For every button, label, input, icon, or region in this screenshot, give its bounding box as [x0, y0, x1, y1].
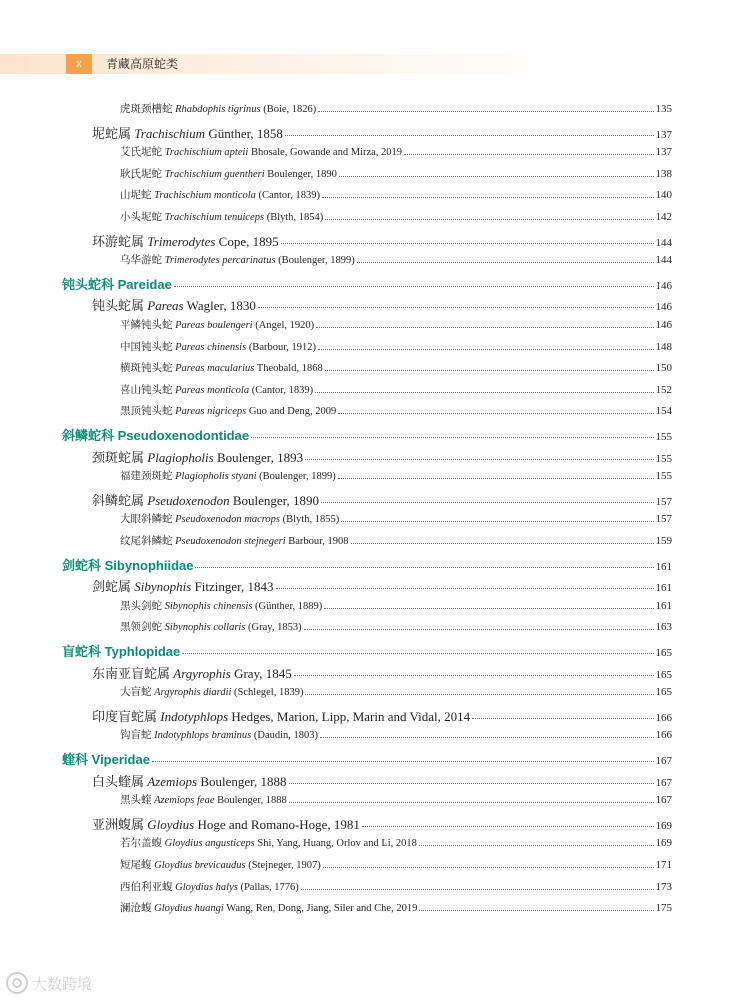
- page-ref: 161: [655, 582, 672, 595]
- leader-dots: [195, 567, 653, 568]
- entry-title: [120, 360, 323, 375]
- chinese-name: 平鳞钝头蛇: [120, 320, 173, 331]
- scientific-name: Trachischium monticola: [154, 190, 256, 202]
- entry-title: [62, 555, 193, 574]
- leader-dots: [316, 327, 653, 328]
- page-ref: 150: [655, 362, 672, 375]
- scientific-name: Indotyphlops: [160, 708, 229, 724]
- toc-entry-species: [120, 252, 672, 267]
- toc-entry-species: [120, 403, 672, 418]
- toc-entry-species: [120, 533, 672, 548]
- leader-dots: [351, 543, 654, 544]
- chinese-name: 黑头蝰: [120, 795, 152, 807]
- toc-entry-species: [120, 727, 672, 742]
- page-ref: 165: [655, 668, 672, 681]
- authority: Boulenger, 1893: [213, 449, 304, 465]
- chinese-name: 钝头蛇属: [92, 298, 145, 314]
- chinese-name: 钩盲蛇: [120, 730, 152, 742]
- page-ref: 169: [655, 837, 672, 850]
- toc-entry-family: [62, 641, 672, 660]
- entry-title: [92, 706, 470, 725]
- toc-entry-genus: [92, 447, 672, 466]
- leader-dots: [182, 653, 653, 654]
- scientific-name: Pseudoxenodon stejnegeri: [175, 536, 286, 547]
- entry-title: [120, 533, 349, 548]
- watermark-text: 大数跨境: [32, 974, 93, 993]
- authority: Boulenger, 1888: [214, 795, 287, 807]
- page-ref: 142: [655, 211, 672, 223]
- entry-title: [120, 792, 287, 807]
- toc-entry-family: [62, 749, 672, 768]
- scientific-name: Pseudoxenodon macrops: [175, 514, 281, 526]
- page-ref: 159: [655, 535, 672, 547]
- page-ref: 152: [655, 383, 672, 396]
- chinese-name: 中国钝头蛇: [120, 341, 173, 353]
- scientific-name: Pareas monticola: [175, 384, 250, 396]
- chinese-name: 喜山钝头蛇: [120, 384, 173, 396]
- toc-entry-species: [120, 468, 672, 483]
- entry-title: [92, 295, 256, 314]
- authority: (Cantor, 1839): [255, 190, 320, 202]
- entry-title: [92, 490, 319, 509]
- page-ref: 167: [655, 776, 672, 789]
- entry-title: [120, 511, 339, 526]
- authority: (Schlegel, 1839): [231, 687, 304, 699]
- chinese-name: 乌华游蛇: [120, 255, 162, 267]
- entry-title: [120, 187, 320, 202]
- scientific-name: Pareas nigriceps: [175, 406, 247, 418]
- scientific-name: Rhabdophis tigrinus: [175, 104, 261, 115]
- scientific-name: Pareas boulengeri: [175, 320, 253, 331]
- entry-title: [92, 814, 360, 833]
- page-ref: 166: [655, 729, 672, 742]
- page-ref: 167: [655, 755, 672, 767]
- entry-title: [92, 447, 303, 466]
- chinese-name: 坭蛇属: [92, 125, 132, 141]
- toc-entry-species: [120, 900, 672, 915]
- toc-entry-species: [120, 879, 672, 894]
- chinese-name: 小头坭蛇: [120, 212, 162, 223]
- leader-dots: [339, 176, 654, 177]
- page-ref: 146: [655, 319, 672, 331]
- chinese-name: 短尾蝮: [120, 860, 152, 871]
- page-ref: 175: [655, 902, 672, 915]
- chinese-name: 斜鳞蛇科: [62, 428, 115, 443]
- family-latin-name: Pareidae: [114, 276, 172, 292]
- entry-title: [120, 619, 302, 634]
- family-latin-name: Pseudoxenodontidae: [114, 428, 250, 443]
- chinese-name: 大眼斜鳞蛇: [120, 514, 173, 526]
- entry-title: [120, 252, 355, 267]
- authority: (Barbour, 1912): [246, 341, 317, 353]
- leader-dots: [338, 413, 653, 414]
- page-ref: 137: [655, 128, 672, 141]
- authority: (Günther, 1889): [252, 600, 323, 612]
- scientific-name: Argyrophis: [173, 665, 231, 681]
- leader-dots: [341, 521, 653, 522]
- toc-entry-genus: [92, 231, 672, 250]
- chinese-name: 斜鳞蛇属: [92, 492, 145, 508]
- toc-entry-species: [120, 598, 672, 613]
- chinese-name: 耿氏坭蛇: [120, 168, 162, 180]
- leader-dots: [323, 867, 654, 868]
- entry-title: [120, 317, 314, 332]
- authority: (Pallas, 1776): [237, 881, 299, 893]
- leader-dots: [472, 718, 653, 719]
- scientific-name: Azemiops feae: [154, 795, 215, 807]
- authority: (Daudin, 1803): [251, 730, 319, 742]
- chinese-name: 山坭蛇: [120, 190, 152, 202]
- entry-title: [120, 468, 336, 483]
- authority: Boulenger, 1890: [229, 492, 319, 508]
- entry-title: [120, 166, 337, 181]
- entry-title: [92, 123, 283, 142]
- scientific-name: Gloydius: [147, 816, 195, 832]
- page-ref: 165: [655, 686, 672, 699]
- chinese-name: 虎斑颈槽蛇: [120, 104, 173, 115]
- scientific-name: Trachischium apteii: [164, 147, 249, 159]
- authority: (Stejneger, 1907): [245, 860, 321, 871]
- toc-entry-family: [62, 274, 672, 293]
- watermark-logo-icon: [6, 972, 28, 994]
- scientific-name: Gloydius angusticeps: [164, 838, 255, 850]
- page-ref: 146: [655, 279, 672, 292]
- page-ref: 135: [655, 103, 672, 115]
- scientific-name: Indotyphlops braminus: [154, 730, 252, 742]
- leader-dots: [289, 802, 654, 803]
- authority: Theobald, 1868: [254, 363, 323, 375]
- family-latin-name: Typhlopidae: [101, 644, 181, 659]
- toc-entry-species: [120, 792, 672, 807]
- authority: Hoge and Romano-Hoge, 1981: [194, 816, 360, 832]
- authority: Cope, 1895: [215, 233, 279, 249]
- scientific-name: Gloydius huangi: [154, 903, 224, 915]
- toc-entry-species: [120, 317, 672, 332]
- leader-dots: [325, 370, 654, 371]
- chinese-name: 黑顶钝头蛇: [120, 406, 173, 418]
- authority: Gray, 1845: [230, 665, 292, 681]
- scientific-name: Trachischium: [134, 125, 206, 141]
- entry-title: [92, 576, 274, 595]
- entry-title: [120, 684, 303, 699]
- entry-title: [120, 900, 417, 915]
- page-ref: 138: [655, 167, 672, 180]
- toc-entry-species: [120, 382, 672, 397]
- toc-entry-genus: [92, 663, 672, 682]
- scientific-name: Plagiopholis: [147, 449, 214, 465]
- entry-title: [120, 835, 417, 850]
- chinese-name: 福建颈斑蛇: [120, 471, 173, 483]
- leader-dots: [419, 845, 654, 846]
- page-ref: 165: [655, 647, 672, 659]
- authority: Shi, Yang, Huang, Orlov and Li, 2018: [254, 838, 417, 850]
- entry-title: [120, 382, 313, 397]
- page-ref: 146: [655, 301, 672, 314]
- chinese-name: 蝰科: [62, 752, 89, 767]
- entry-title: [120, 403, 336, 418]
- page-ref: 140: [655, 189, 672, 202]
- authority: (Cantor, 1839): [249, 384, 314, 396]
- page-ref: 148: [655, 340, 672, 353]
- scientific-name: Pseudoxenodon: [147, 492, 230, 508]
- chinese-name: 东南亚盲蛇属: [92, 665, 171, 681]
- chinese-name: 钝头蛇科: [62, 276, 115, 292]
- toc-entry-genus: [92, 814, 672, 833]
- leader-dots: [318, 111, 653, 112]
- page-ref: 167: [655, 794, 672, 807]
- authority: Boulenger, 1888: [197, 773, 287, 789]
- authority: (Angel, 1920): [252, 320, 315, 331]
- authority: Günther, 1858: [205, 125, 283, 141]
- leader-dots: [325, 219, 653, 220]
- page-ref: 161: [655, 560, 672, 573]
- scientific-name: Trimerodytes percarinatus: [164, 255, 276, 267]
- scientific-name: Pareas macularius: [175, 363, 255, 375]
- leader-dots: [289, 783, 654, 784]
- authority: (Boie, 1826): [260, 104, 317, 115]
- leader-dots: [322, 197, 654, 198]
- page-ref: 171: [655, 859, 672, 871]
- toc-entry-species: [120, 101, 672, 116]
- entry-title: [92, 771, 287, 790]
- chinese-name: 若尔盖蝮: [120, 838, 162, 850]
- page-ref: 154: [655, 405, 672, 418]
- toc-entry-species: [120, 511, 672, 526]
- chinese-name: 黑头剑蛇: [120, 600, 162, 612]
- toc-entry-species: [120, 619, 672, 634]
- entry-title: [120, 209, 323, 224]
- entry-title: [120, 101, 316, 116]
- leader-dots: [281, 243, 654, 244]
- page-ref: 137: [655, 146, 672, 159]
- book-title: 青藏高原蛇类: [106, 57, 179, 71]
- toc-entry-family: [62, 425, 672, 444]
- scientific-name: Argyrophis diardii: [154, 687, 232, 699]
- toc-entry-species: [120, 684, 672, 699]
- leader-dots: [419, 910, 653, 911]
- entry-title: [62, 641, 180, 660]
- toc-entry-genus: [92, 771, 672, 790]
- entry-title: [62, 425, 249, 444]
- toc-entry-species: [120, 857, 672, 872]
- leader-dots: [285, 135, 654, 136]
- authority: Wagler, 1830: [183, 298, 256, 314]
- chinese-name: 澜沧蝮: [120, 903, 152, 915]
- family-latin-name: Viperidae: [88, 752, 150, 767]
- leader-dots: [404, 154, 653, 155]
- authority: (Blyth, 1855): [280, 514, 340, 526]
- page-ref: 163: [655, 621, 672, 634]
- toc-entry-species: [120, 209, 672, 224]
- leader-dots: [174, 286, 654, 287]
- leader-dots: [305, 694, 653, 695]
- leader-dots: [305, 459, 653, 460]
- leader-dots: [276, 588, 654, 589]
- leader-dots: [251, 437, 653, 438]
- toc-entry-genus: [92, 123, 672, 142]
- chinese-name: 剑蛇属: [92, 579, 132, 595]
- chinese-name: 横斑钝头蛇: [120, 363, 173, 375]
- toc-entry-species: [120, 360, 672, 375]
- leader-dots: [357, 262, 654, 263]
- page-ref: 155: [655, 452, 672, 465]
- page-ref: 173: [655, 880, 672, 893]
- page-ref: 144: [655, 254, 672, 267]
- leader-dots: [304, 629, 654, 630]
- chinese-name: 大盲蛇: [120, 687, 152, 699]
- entry-title: [62, 274, 172, 293]
- entry-title: [120, 857, 321, 872]
- entry-title: [120, 879, 299, 894]
- entry-title: [120, 598, 322, 613]
- authority: Guo and Deng, 2009: [246, 406, 337, 418]
- scientific-name: Trachischium guentheri: [164, 168, 265, 180]
- chinese-name: 亚洲蝮属: [92, 816, 145, 832]
- leader-dots: [301, 889, 654, 890]
- authority: (Boulenger, 1899): [275, 255, 355, 267]
- page-number: x: [66, 54, 92, 74]
- watermark: [6, 972, 92, 994]
- authority: Boulenger, 1890: [264, 168, 337, 180]
- leader-dots: [315, 392, 653, 393]
- page-ref: 157: [655, 513, 672, 526]
- chinese-name: 黑领剑蛇: [120, 622, 162, 634]
- scientific-name: Trachischium tenuiceps: [164, 212, 265, 223]
- scientific-name: Gloydius brevicaudus: [154, 860, 246, 871]
- entry-title: [92, 231, 279, 250]
- authority: (Blyth, 1854): [264, 212, 324, 223]
- leader-dots: [294, 675, 654, 676]
- toc-entry-species: [120, 187, 672, 202]
- chinese-name: 剑蛇科: [62, 557, 102, 573]
- page-ref: 155: [655, 470, 672, 483]
- toc-entry-genus: [92, 706, 672, 725]
- scientific-name: Sibynophis chinensis: [164, 600, 253, 612]
- toc-entry-family: [62, 555, 672, 574]
- scientific-name: Trimerodytes: [147, 233, 216, 249]
- leader-dots: [338, 478, 654, 479]
- toc-entry-species: [120, 339, 672, 354]
- leader-dots: [318, 349, 653, 350]
- authority: Hedges, Marion, Lipp, Marin and Vidal, 2014: [228, 708, 471, 724]
- toc-entry-species: [120, 166, 672, 181]
- chinese-name: 艾氏坭蛇: [120, 147, 162, 159]
- toc-entry-genus: [92, 576, 672, 595]
- entry-title: [120, 144, 402, 159]
- authority: (Gray, 1853): [245, 622, 302, 634]
- leader-dots: [362, 826, 654, 827]
- toc-entry-genus: [92, 295, 672, 314]
- chinese-name: 纹尾斜鳞蛇: [120, 536, 173, 547]
- toc-entry-genus: [92, 490, 672, 509]
- leader-dots: [320, 737, 653, 738]
- page-ref: 166: [655, 711, 672, 724]
- entry-title: [120, 339, 316, 354]
- scientific-name: Pareas: [147, 298, 184, 314]
- authority: (Boulenger, 1899): [256, 471, 336, 483]
- page-ref: 155: [655, 431, 672, 443]
- chinese-name: 白头蝰属: [92, 773, 145, 789]
- scientific-name: Azemiops: [147, 773, 198, 789]
- leader-dots: [324, 608, 653, 609]
- leader-dots: [321, 502, 654, 503]
- entry-title: [62, 749, 150, 768]
- scientific-name: Gloydius halys: [175, 881, 238, 893]
- chinese-name: 西伯利亚蝮: [120, 881, 173, 893]
- scientific-name: Pareas chinensis: [175, 341, 247, 353]
- scientific-name: Sibynophis: [134, 579, 192, 595]
- page-ref: 169: [655, 819, 672, 832]
- chinese-name: 颈斑蛇属: [92, 449, 145, 465]
- leader-dots: [258, 307, 654, 308]
- scientific-name: Sibynophis collaris: [164, 622, 246, 634]
- entry-title: [92, 663, 292, 682]
- entry-title: [120, 727, 318, 742]
- authority: Barbour, 1908: [285, 536, 349, 547]
- authority: Fitzinger, 1843: [191, 579, 274, 595]
- family-latin-name: Sibynophiidae: [101, 557, 194, 573]
- page-ref: 144: [655, 236, 672, 249]
- scientific-name: Plagiopholis styani: [175, 471, 257, 483]
- chinese-name: 环游蛇属: [92, 233, 145, 249]
- toc-entry-species: [120, 144, 672, 159]
- leader-dots: [152, 761, 654, 762]
- authority: Bhosale, Gowande and Mirza, 2019: [248, 147, 403, 159]
- page-ref: 157: [655, 495, 672, 508]
- page-ref: 161: [655, 599, 672, 612]
- authority: Wang, Ren, Dong, Jiang, Siler and Che, 2019: [223, 903, 418, 915]
- chinese-name: 印度盲蛇属: [92, 708, 158, 724]
- toc-entry-species: [120, 835, 672, 850]
- chinese-name: 盲蛇科: [62, 644, 102, 659]
